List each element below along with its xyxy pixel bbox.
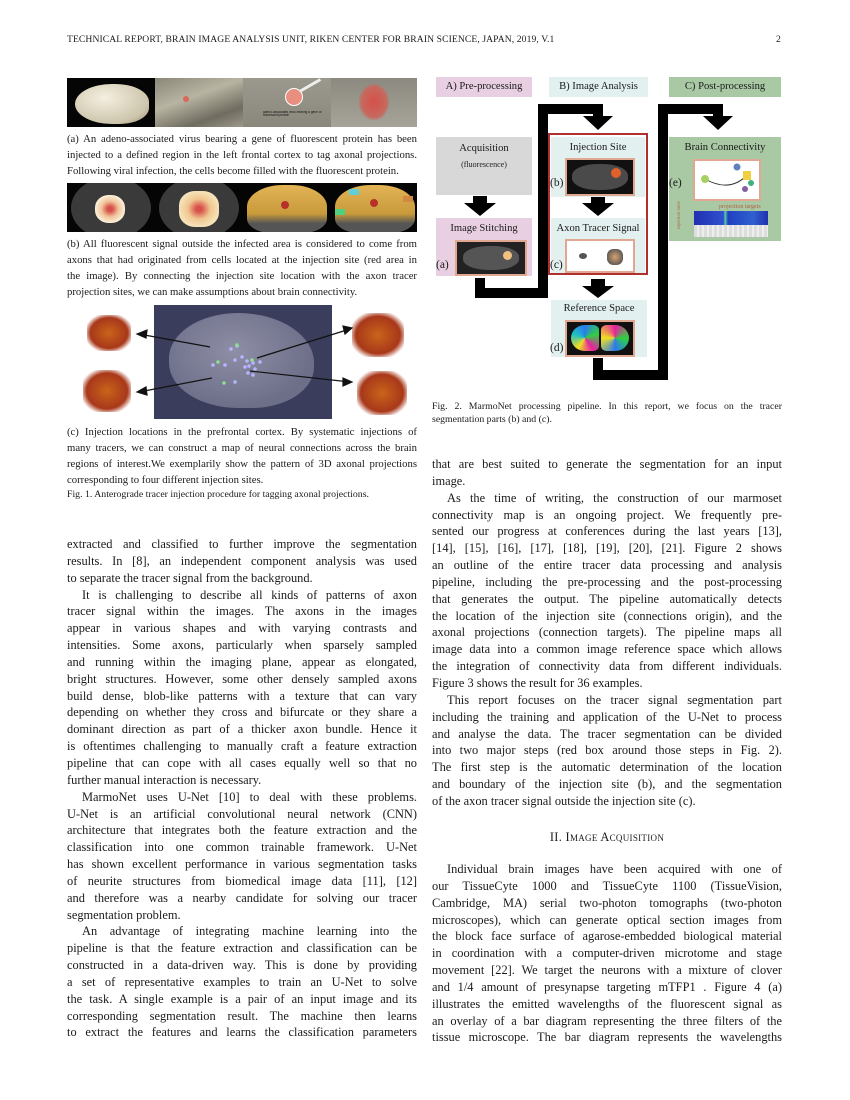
text-line: extracted and classified to further improve the segmentation bbox=[67, 537, 417, 551]
reference-thumbnail bbox=[565, 320, 635, 357]
text-line: and analyse the data. The tracer segmentation can be divided bbox=[432, 726, 782, 741]
caption-line: regions of interest.We exemplarily show the pattern of 3D axonal projections bbox=[67, 457, 417, 470]
label-a: (a) bbox=[436, 259, 449, 271]
label-d: (d) bbox=[550, 342, 564, 354]
text-line: and therefore was a nearby candidate for solving our tracer bbox=[67, 890, 417, 905]
paragraph bbox=[67, 923, 417, 1041]
text-line: and 1/4 amount of presynapse targeting mTFP1 . Figure 4 (a) bbox=[432, 979, 782, 994]
page-number: 2 bbox=[776, 34, 781, 45]
text-line: our TissueCyte 1000 and TissueCyte 1100 (TissueVision, bbox=[432, 878, 782, 893]
text-line: An advantage of integrating machine learning into the bbox=[82, 924, 417, 939]
text-line: segmentation problem. bbox=[67, 907, 181, 922]
connectivity-matrix-thumbnail bbox=[694, 211, 768, 225]
text-line: [14], [15], [16], [17], [18], [19], [20], [21]. Figure 2 shows bbox=[432, 541, 782, 556]
text-line: that generates the output. The pipeline automatically detects bbox=[432, 591, 782, 606]
paragraph bbox=[67, 587, 417, 789]
paragraph bbox=[67, 789, 417, 924]
figure-2-pipeline bbox=[0, 0, 850, 400]
text-line: U-Net is an artificial convolutional neural network (CNN) bbox=[67, 806, 417, 821]
injection-sites-label: injection sites bbox=[677, 201, 682, 229]
text-line: the location of the injection site (connections origin), and the bbox=[432, 608, 782, 623]
text-line: that are best suited to generate the segmentation for an input bbox=[432, 457, 782, 471]
text-line: Figure 3 shows the result for 36 examples. bbox=[432, 675, 643, 690]
injection-thumbnail bbox=[565, 158, 635, 196]
section-heading bbox=[432, 830, 782, 845]
text-line: depending on whether they cross and bifurcate or they share a bbox=[67, 705, 417, 720]
text-line: Individual brain images have been acquired with one of bbox=[447, 862, 782, 876]
text-line: corresponding segmentation result. The machine then learns bbox=[67, 1008, 417, 1023]
caption-line: axons that had originated from cells located at the injection site (red area in bbox=[67, 253, 417, 266]
text-line: into two major steps (red box around those steps in Fig. 2). bbox=[432, 743, 782, 758]
label-c: (c) bbox=[550, 259, 563, 271]
text-line: architecture that integrates both the feature extraction and the bbox=[67, 823, 417, 838]
text-line: appear in various shapes and with varying contrasts and bbox=[67, 621, 417, 636]
text-line: microscopes), which can generate optical section images from bbox=[432, 912, 782, 927]
text-line: As the time of writing, the construction of our marmoset bbox=[447, 490, 782, 505]
box-acquisition-label: Acquisition bbox=[459, 143, 509, 154]
text-line: illustrates the emitted wavelengths of the fluorescent signal as bbox=[432, 996, 782, 1011]
box-stitching-label: Image Stitching bbox=[450, 223, 518, 234]
box-axon-label: Axon Tracer Signal bbox=[556, 223, 640, 234]
text-line: bright structures. However, some other densely sampled axons bbox=[67, 671, 417, 686]
caption-line: corresponding to four different injection sites. bbox=[67, 473, 264, 486]
box-reference-space bbox=[551, 300, 647, 357]
paragraph bbox=[432, 692, 782, 810]
caption-line: Following viral infection, the cells become filled with the fluorescent protein. bbox=[67, 164, 399, 177]
text-line: to separate the tracer signal from the background. bbox=[67, 570, 313, 585]
paragraph bbox=[67, 536, 417, 587]
right-column-body-top bbox=[432, 456, 782, 810]
text-line: tissue microscope. The bar diagram represents the wavelengths bbox=[432, 1030, 782, 1045]
text-line: of neurite structures from biomedical image data [11], [12] bbox=[67, 873, 417, 888]
text-line: image data into a common image reference space which allows bbox=[432, 642, 782, 657]
running-header: TECHNICAL REPORT, BRAIN IMAGE ANALYSIS UNIT, RIKEN CENTER FOR BRAIN SCIENCE, JAPAN, 2019, V.1 bbox=[67, 34, 555, 45]
right-column-body-bottom bbox=[432, 861, 782, 1046]
caption-line: segmentation parts (b) and (c). bbox=[432, 414, 552, 425]
text-line: build dense, blob-like patterns with a texture that can vary bbox=[67, 688, 417, 703]
text-line: and boundary of the injection site (b), and the segmentation bbox=[432, 777, 782, 792]
text-line: is oftentimes challenging to manually craft a feature extraction bbox=[67, 739, 417, 754]
text-line: classification into one common trainable framework. U-Net bbox=[67, 840, 417, 855]
section-number: II. bbox=[549, 830, 563, 844]
projection-targets-label: projection targets bbox=[719, 204, 761, 210]
text-line: connectivity map is an ongoing project. We frequently pre- bbox=[432, 507, 782, 522]
figure-1a-inset-text: adeno-associated virus bearing a gene of fluorescent protein bbox=[263, 111, 322, 118]
header-image-analysis: B) Image Analysis bbox=[549, 77, 648, 97]
caption-line: projection sites, we can make assumptions about brain connectivity. bbox=[67, 285, 358, 298]
caption-line: many tracers, we can construct a map of neural connections across the brain bbox=[67, 441, 417, 454]
caption-line: Fig. 2. MarmoNet processing pipeline. In this report, we focus on the tracer bbox=[432, 401, 782, 412]
text-line: It is challenging to describe all kinds of patterns of axon bbox=[82, 587, 417, 602]
text-line: sented our progress at conferences during the last years [13], bbox=[432, 524, 782, 539]
header-pre-processing: A) Pre-processing bbox=[436, 77, 532, 97]
text-line: and running within the imaging plane, appear as elongated, bbox=[67, 654, 417, 669]
text-line: tracer signal within the images. The axons in the images bbox=[67, 604, 417, 619]
left-column-body bbox=[67, 536, 417, 1041]
box-axon-tracer bbox=[551, 218, 645, 273]
box-injection-label: Injection Site bbox=[569, 142, 627, 153]
box-brain-connectivity bbox=[669, 137, 781, 241]
caption-line: (c) Injection locations in the prefrontal cortex. By systematic injections of bbox=[67, 426, 417, 438]
text-line: axonal projections (connection targets). The pipeline maps all bbox=[432, 625, 782, 640]
box-image-stitching bbox=[436, 218, 532, 276]
text-line: constructed in a data-driven way. This is done by providing bbox=[67, 958, 417, 973]
box-acquisition-sub: (fluorescence) bbox=[461, 160, 507, 169]
text-line: The first step is the automatic determination of the location bbox=[432, 760, 782, 775]
text-line: further manual interaction is necessary. bbox=[67, 772, 262, 787]
text-line: the integration of connectivity data from different individuals. bbox=[432, 659, 782, 674]
text-line: has shown excellent performance in various segmentation tasks bbox=[67, 857, 417, 872]
text-line: pipeline is that the feature extraction and classification can be bbox=[67, 941, 417, 956]
text-line: movement [22]. We target the neurons with a mixture of clover bbox=[432, 963, 782, 978]
figure-1c-caption bbox=[67, 425, 417, 489]
axon-thumbnail bbox=[565, 239, 635, 273]
caption-line: injected to a defined region in the left frontal cortex to tag axonal projections. bbox=[67, 148, 417, 161]
header-post-processing: C) Post-processing bbox=[669, 77, 781, 97]
text-line: an outline of the entire tracer data processing and analysis bbox=[432, 558, 782, 573]
paragraph bbox=[432, 861, 782, 1046]
section-title: Image Acquisition bbox=[565, 830, 665, 844]
text-line: MarmoNet uses U-Net [10] to deal with these problems. bbox=[82, 789, 417, 804]
caption-line: (b) All fluorescent signal outside the infected area is considered to come from bbox=[67, 238, 417, 250]
text-line: Cambridge, MA) serial two-photon tomographs (two-photon bbox=[432, 895, 782, 910]
label-e: (e) bbox=[669, 177, 682, 189]
box-injection-site bbox=[551, 137, 645, 197]
text-line: pipeline that can cope with all cases equally well so that no bbox=[67, 755, 417, 770]
text-line: intensities. Some axons, particularly when sparsely sampled bbox=[67, 638, 417, 653]
box-reference-label: Reference Space bbox=[563, 303, 635, 314]
text-line: dominant direction as part of a thicker axon bundle. Hence it bbox=[67, 722, 417, 737]
stitching-thumbnail bbox=[455, 240, 527, 276]
text-line: to extract the features and learns the classification parameters bbox=[67, 1025, 417, 1040]
paragraph bbox=[432, 456, 782, 490]
caption-line: the image). By connecting the injection site location with the axon tracer bbox=[67, 269, 417, 282]
figure-2-caption bbox=[432, 400, 782, 426]
text-line: image. bbox=[432, 473, 466, 488]
text-line: in coordination with a computer-driven microtome and stage bbox=[432, 946, 782, 961]
text-line: including the training and application of the U-Net to process bbox=[432, 709, 782, 724]
figure-1-caption: Fig. 1. Anterograde tracer injection procedure for tagging axonal projections. bbox=[67, 489, 369, 500]
text-line: This report focuses on the tracer signal segmentation part bbox=[447, 692, 782, 707]
label-b: (b) bbox=[550, 177, 564, 189]
connectivity-graph-thumbnail bbox=[693, 159, 761, 201]
text-line: the task. A single example is a pair of an input image and its bbox=[67, 991, 417, 1006]
text-line: a set of representative examples to train an U-Net to solve bbox=[67, 974, 417, 989]
box-connectivity-label: Brain Connectivity bbox=[684, 142, 766, 153]
caption-line: (a) An adeno-associated virus bearing a gene of fluorescent protein has been bbox=[67, 133, 417, 145]
text-line: pipeline, including the pre-processing and the post-processing bbox=[432, 574, 782, 589]
text-line: of the axon tracer signal outside the injection site (c). bbox=[432, 793, 696, 808]
text-line: the block face surface of agarose-embedded biological material bbox=[432, 929, 782, 944]
text-line: results. In [8], an independent component analysis was used bbox=[67, 553, 417, 568]
text-line: an overlay of a bar diagram representing the three filters of the bbox=[432, 1013, 782, 1028]
paragraph bbox=[432, 490, 782, 692]
box-acquisition bbox=[436, 137, 532, 195]
